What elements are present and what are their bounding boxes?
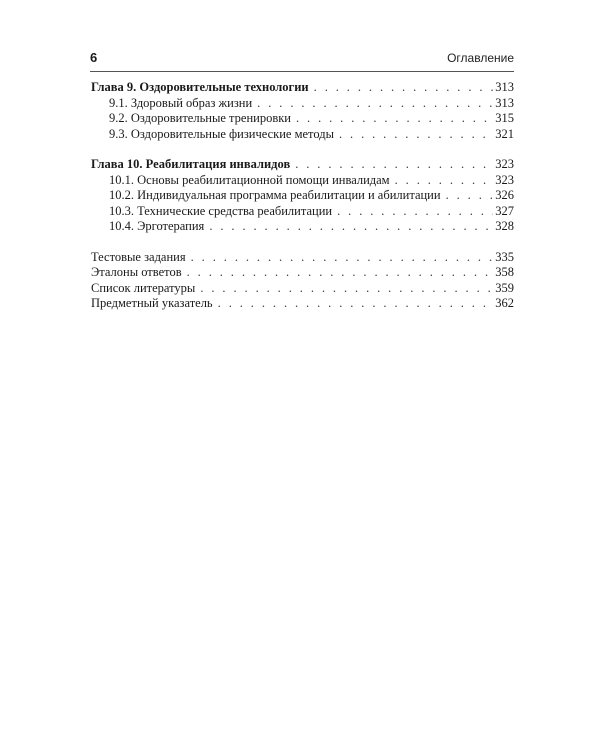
toc-answer-keys[interactable] [91,265,514,281]
dot-leader [314,80,494,96]
toc-entry-title: 9.3. Оздоровительные физические методы [109,126,334,141]
table-of-contents [91,80,514,312]
toc-entry-title: 10.1. Основы реабилитационной помощи инвалидам [109,172,390,187]
toc-subject-index[interactable] [91,296,514,312]
dot-leader [257,96,493,112]
toc-section-10-1[interactable] [91,173,514,189]
toc-entry-title: 9.1. Здоровый образ жизни [109,95,253,110]
dot-leader [187,265,494,281]
toc-entry-page: 358 [495,265,514,279]
toc-entry-page: 321 [495,126,514,141]
toc-chapter-10[interactable] [91,157,514,173]
toc-entry-page: 362 [495,296,514,310]
toc-chapter-9[interactable] [91,80,514,96]
toc-entry-page: 313 [495,80,514,94]
dot-leader [200,281,493,297]
toc-entry-title: Тестовые задания [91,249,186,264]
toc-entry-page: 328 [495,219,514,233]
toc-entry-title: 10.3. Технические средства реабилитации [109,203,333,218]
toc-entry-title: 10.2. Индивидуальная программа реабилитации и абилитации [109,188,441,202]
page-header [90,47,514,72]
toc-entry-title: Эталоны ответов [91,265,182,279]
toc-entry-title: 10.4. Эрготерапия [109,219,205,233]
dot-leader [295,157,493,173]
dot-leader [395,173,494,189]
toc-test-tasks[interactable] [91,250,514,266]
dot-leader [446,188,494,204]
toc-section-9-1[interactable] [91,96,514,112]
toc-entry-title: Список литературы [91,280,196,295]
toc-entry-page: 326 [495,188,514,202]
toc-entry-page: 335 [495,249,514,264]
toc-section-10-3[interactable] [91,204,514,220]
toc-entry-title: Глава 9. Оздоровительные технологии [91,80,309,94]
toc-entry-title: Предметный указатель [91,296,213,310]
toc-entry-page: 315 [495,111,514,125]
toc-entry-page: 323 [495,157,514,171]
toc-section-9-3[interactable] [91,127,514,143]
toc-entry-title: 9.2. Оздоровительные тренировки [109,111,291,125]
dot-leader [209,219,493,235]
toc-entry-page: 313 [495,95,514,110]
toc-section-9-2[interactable] [91,111,514,127]
dot-leader [191,250,494,266]
toc-entry-page: 359 [495,280,514,295]
toc-bibliography[interactable] [91,281,514,297]
toc-entry-title: Глава 10. Реабилитация инвалидов [91,157,291,171]
dot-leader [337,204,493,220]
page-number: 6 [90,50,98,65]
dot-leader [218,296,494,312]
toc-section-10-4[interactable] [91,219,514,235]
toc-entry-page: 327 [495,203,514,218]
dot-leader [339,127,493,143]
dot-leader [296,111,493,127]
toc-section-10-2[interactable] [91,188,514,204]
toc-entry-page: 323 [495,172,514,187]
running-head: Оглавление [447,51,514,65]
